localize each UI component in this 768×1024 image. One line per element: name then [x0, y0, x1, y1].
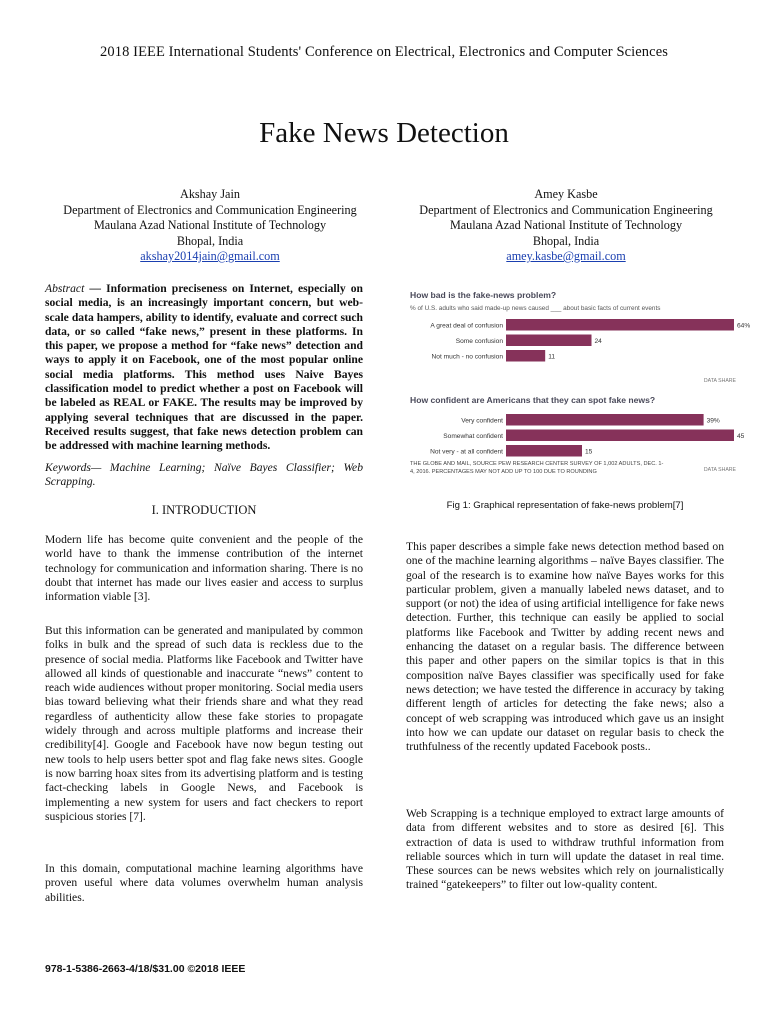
- paper-title: Fake News Detection: [259, 117, 509, 149]
- intro-paragraph-2: But this information can be generated and manipulated by common folks in bulk and the spread of such data is reckless due to the presence of social media. Platforms like Facebook and Twitter have allowed all kinds of questionable and inaccurate “news” content to reach wide audiences without proper monitoring. Social media users bias toward believing what their friends share and what they read regardless of authenticity allow these fake stories to propagate widely through and across multiple platforms and increase their credibility[4]. Google and Facebook have now begun testing out new tools to help users better spot and flag fake news sites. Google is now barring hoax sites from its advertising platform and is testing fact-checking labels in Google News, and Facebook is implementing a new system for users and fact checkers to report suspicious stories [7].: [45, 624, 363, 823]
- bar: [506, 335, 592, 347]
- abstract-label: Abstract: [45, 282, 85, 295]
- value-label: 24: [594, 338, 602, 345]
- value-label: 39%: [706, 417, 720, 425]
- intro-paragraph-3: In this domain, computational machine learning algorithms have proven useful where data volumes overwhelm human analysis abilities.: [45, 862, 363, 904]
- body-paragraph-1: This paper describes a simple fake news detection method based on one of the machine learning algorithms – naïve Bayes classifier. The goal of the research is to examine how naïve Bayes works for this particular problem, given a manually labeled news dataset, and to support (or not) the idea of using artificial intelligence for fake news detection. Further, this technique can easily be applied to social platforms like Facebook and Twitter by adding recent news and enhancing the dataset on a regular basis. The difference between this paper and other papers on the similar topics is that in this composition naïve Bayes classifier was specifically used for fake news detection; we have tested the difference in accuracy by taking different length of articles for detecting the fake news; also a concept of web scrapping was introduced which gave us an insight into how we can update our dataset on regular basis to check the truthfulness of the recently updated Facebook posts..: [406, 540, 724, 754]
- abstract-text: — Information preciseness on Internet, especially on social media, is an increasingly important concern, but web-scale data hampers, ability to identify, evaluate and correct such data, or so called “fake news,” present in these platforms. In this paper, we propose a method for “fake news” detection and ways to apply it on Facebook, one of the most popular online social media platforms. This method uses Naive Bayes classification model to predict whether a post on Facebook will be labeled as REAL or FAKE. The results may be improved by applying several techniques that are discussed in the paper. Received results suggest, that fake news detection problem can be addressed with machine learning methods.: [45, 282, 364, 453]
- value-label: 45: [737, 433, 745, 440]
- value-label: 11: [548, 353, 556, 361]
- bar: [506, 445, 582, 457]
- category-label: Very confident: [461, 417, 503, 425]
- bar: [506, 350, 545, 362]
- author-email-link[interactable]: amey.kasbe@gmail.com: [506, 249, 626, 263]
- footer-copyright: 978-1-5386-2663-4/18/$31.00 ©2018 IEEE: [45, 963, 246, 975]
- category-label: Some confusion: [455, 338, 503, 345]
- keywords: Keywords— Machine Learning; Naïve Bayes Classifier; Web Scrapping.: [45, 461, 363, 489]
- figure-caption: Fig 1: Graphical representation of fake-news problem[7]: [446, 500, 684, 511]
- category-label: Not much - no confusion: [431, 353, 503, 361]
- author-institute: Maulana Azad National Institute of Technology: [449, 218, 683, 232]
- value-label: 64%: [737, 322, 751, 330]
- author-department: Department of Electronics and Communication Engineering: [419, 202, 713, 217]
- category-label: A great deal of confusion: [430, 322, 503, 330]
- author-name: Amey Kasbe: [534, 187, 598, 201]
- author-city: Bhopal, India: [532, 233, 600, 248]
- category-label: Somewhat confident: [443, 433, 503, 440]
- section-heading-introduction: I. INTRODUCTION: [151, 503, 257, 517]
- author-block-2: [392, 187, 740, 265]
- abstract: [45, 282, 363, 454]
- intro-paragraph-1: Modern life has become quite convenient and the people of the world have to thank the immense contribution of the internet technology for communication and information sharing. There is no doubt that internet has made our lives easier and access to surplus information viable [3].: [45, 533, 363, 604]
- body-paragraph-2: Web Scrapping is a technique employed to extract large amounts of data from different websites and to store as desired [6]. This extraction of data is used to withdraw truthful information from reliable sources which in turn will update the dataset in real time. These sources can be news websites which rely on journalistically trained “gatekeepers” to filter out low-quality content.: [406, 807, 724, 892]
- author-department: Department of Electronics and Communication Engineering: [63, 202, 357, 217]
- data-share-tag: DATA SHARE: [703, 378, 736, 384]
- category-label: Not very - at all confident: [430, 448, 503, 456]
- bar: [506, 430, 734, 442]
- conference-header: 2018 IEEE International Students' Conference on Electrical, Electronics and Computer Sciences: [100, 44, 668, 60]
- author-city: Bhopal, India: [176, 233, 244, 248]
- author-block-1: [36, 187, 384, 265]
- chart-source-line-2: 4, 2016. PERCENTAGES MAY NOT ADD UP TO 100 DUE TO ROUNDING: [410, 469, 597, 475]
- fake-news-figure: [406, 283, 751, 488]
- author-name: Akshay Jain: [180, 187, 240, 201]
- chart-source-line-1: THE GLOBE AND MAIL, SOURCE PEW RESEARCH CENTER SURVEY OF 1,002 ADULTS, DEC. 1-: [410, 461, 664, 467]
- value-label: 15: [585, 448, 593, 456]
- author-institute: Maulana Azad National Institute of Technology: [93, 218, 327, 232]
- author-email-link[interactable]: akshay2014jain@gmail.com: [140, 249, 280, 263]
- chart-title: How bad is the fake-news problem?: [410, 290, 557, 300]
- chart-title: How confident are Americans that they can spot fake news?: [410, 395, 656, 405]
- chart-subtitle: % of U.S. adults who said made-up news caused ___ about basic facts of current events: [410, 305, 661, 312]
- bar: [506, 414, 704, 426]
- bar: [506, 319, 734, 331]
- data-share-tag: DATA SHARE: [703, 467, 736, 473]
